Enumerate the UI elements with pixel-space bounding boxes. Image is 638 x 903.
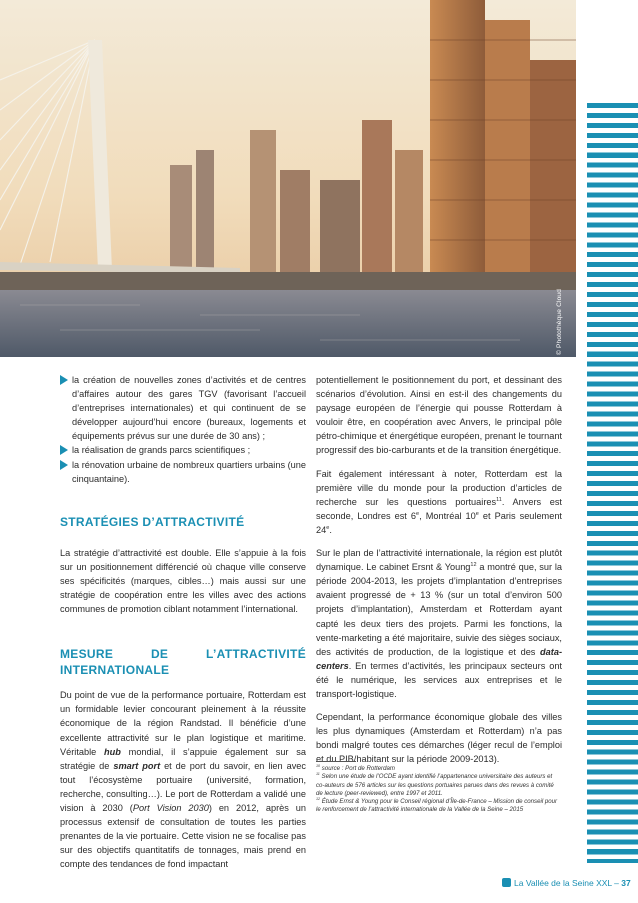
bullet-text: la création de nouvelles zones d’activités et de centres d’affaires autour des gares TGV (favorisant l’accueil d’entreprises internationales) et qui continuent de se développer aujourd’hui encore (bureaux, logements et équipements prévus sur une durée de 30 ans) ;	[72, 375, 306, 442]
bullet-text: la réalisation de grands parcs scientifiques ;	[72, 445, 251, 456]
measurement-paragraph: Du point de vue de la performance portuaire, Rotterdam est un formidable levier concourant pleinement à la réussite économique de la région Randstad. Il bénéficie d’une excellente attractivité sur le plan logistique et maritime. Véritable hub mondial, il s’appuie également sur sa stratégie de smart port et de port du savoir, en lien avec tout l’écosystème portuaire (université, formation, recherche, consulting…). Le port de Rotterdam a validé une vision à 2030 (Port Vision 2030) en 2012, après un processus extensif de consultation de toutes les parties prenantes de la vie portuaire. Cette vision ne se focalise pas sur des objectifs quantitatifs de tonnages, mais prend en compte des tendances de fond impactant	[60, 690, 306, 870]
attractiveness-paragraph: Sur le plan de l’attractivité internationale, la région est plutôt dynamique. Le cabinet Ersnt & Young$^{12}$ a montré que, sur la période 2004-2013, les projets d’implantation d’entreprises avaient progressé de + 13 % (sur un total d’environ 500 projets d’implantation), Amsterdam et Rotterdam ayant capté les deux tiers des projets. Parmi les fonctions, la vente-marketing a été majoritaire, suivie des sièges sociaux, des activités de production, de la logistique et des data-centers. En termes d’activités, les principaux secteurs ont été le numérique, les services aux entreprises et le transport-logistique.	[316, 548, 563, 699]
section-heading-measurement: MESURE DE L’ATTRACTIVITÉ INTERNATIONALE	[60, 647, 306, 678]
arrow-bullet-icon	[60, 460, 68, 470]
energy-paragraph: potentiellement le positionnement du port, et dessinant des scénarios d’évolution. Ainsi en est-il des changements du paysage européen de l’énergie qui pousse Rotterdam à vouloir être, en coopération avec Anvers, le principal pôle pétro-chimique et énergétique européen, prenant le tournant progressif des bio-carburants et de la transition énergétique.	[316, 375, 562, 456]
bullet-item	[60, 458, 306, 486]
footnotes	[316, 765, 562, 815]
right-column	[316, 373, 562, 766]
skyline-illustration	[0, 0, 576, 357]
section-heading-strategies: STRATÉGIES D’ATTRACTIVITÉ	[60, 514, 245, 529]
publication-title: La Vallée de la Seine XXL –	[514, 878, 619, 888]
left-column	[60, 373, 306, 871]
footnote: $^{12}$ Étude Ernst & Young pour le Conseil régional d’Île-de-France – Mission de conseil pour le renforcement de l’attractivité internationale de la Vallée de la Seine – 2015	[316, 797, 558, 814]
performance-paragraph: Cependant, la performance économique globale des villes les plus dynamiques (Amsterdam et Rotterdam) n’a pas bondi malgré toutes ces démarches (léger recul de l’emploi et du PIB/habitant sur la période 2009-2013).	[316, 712, 562, 765]
arrow-bullet-icon	[60, 445, 68, 455]
bullet-item	[60, 443, 306, 457]
page-footer	[502, 878, 631, 888]
research-paragraph: Fait également intéressant à noter, Rotterdam est la première ville du monde pour la production d’articles de recherche sur les questions portuaires$^{11}$. Anvers est seconde, Londres est 6e, Montréal 10e et Paris seulement 24e.	[316, 468, 562, 535]
footnote: $^{10}$ source : Port de Rotterdam	[316, 763, 395, 772]
footnote-rule	[316, 761, 356, 762]
photo-credit: © Photothèque Cloud	[556, 288, 563, 355]
page-number: 37	[621, 878, 631, 888]
publication-logo-icon	[502, 878, 511, 887]
arrow-bullet-icon	[60, 375, 68, 385]
rotterdam-skyline-photo	[0, 0, 576, 357]
bullet-text: la rénovation urbaine de nombreux quartiers urbains (une cinquantaine).	[72, 459, 306, 484]
decorative-stripes	[587, 103, 638, 863]
bullet-item	[60, 373, 306, 443]
strategies-paragraph: La stratégie d’attractivité est double. Elle s’appuie à la fois sur un positionnement différencié où chaque ville conserve ses spécificités (marques, cibles…) mais aussi sur une stratégie de coopération entre les villes avec des actions communes de promotion ciblant notamment l’international.	[60, 547, 306, 615]
footnote: $^{11}$ Selon une étude de l’OCDE ayant identifié l’appartenance universitaire des auteurs et co-auteurs de 576 articles sur les questions portuaires parues dans des revues à comité de lecture (peer-reviewed), entre 1997 et 2011.	[316, 772, 554, 797]
